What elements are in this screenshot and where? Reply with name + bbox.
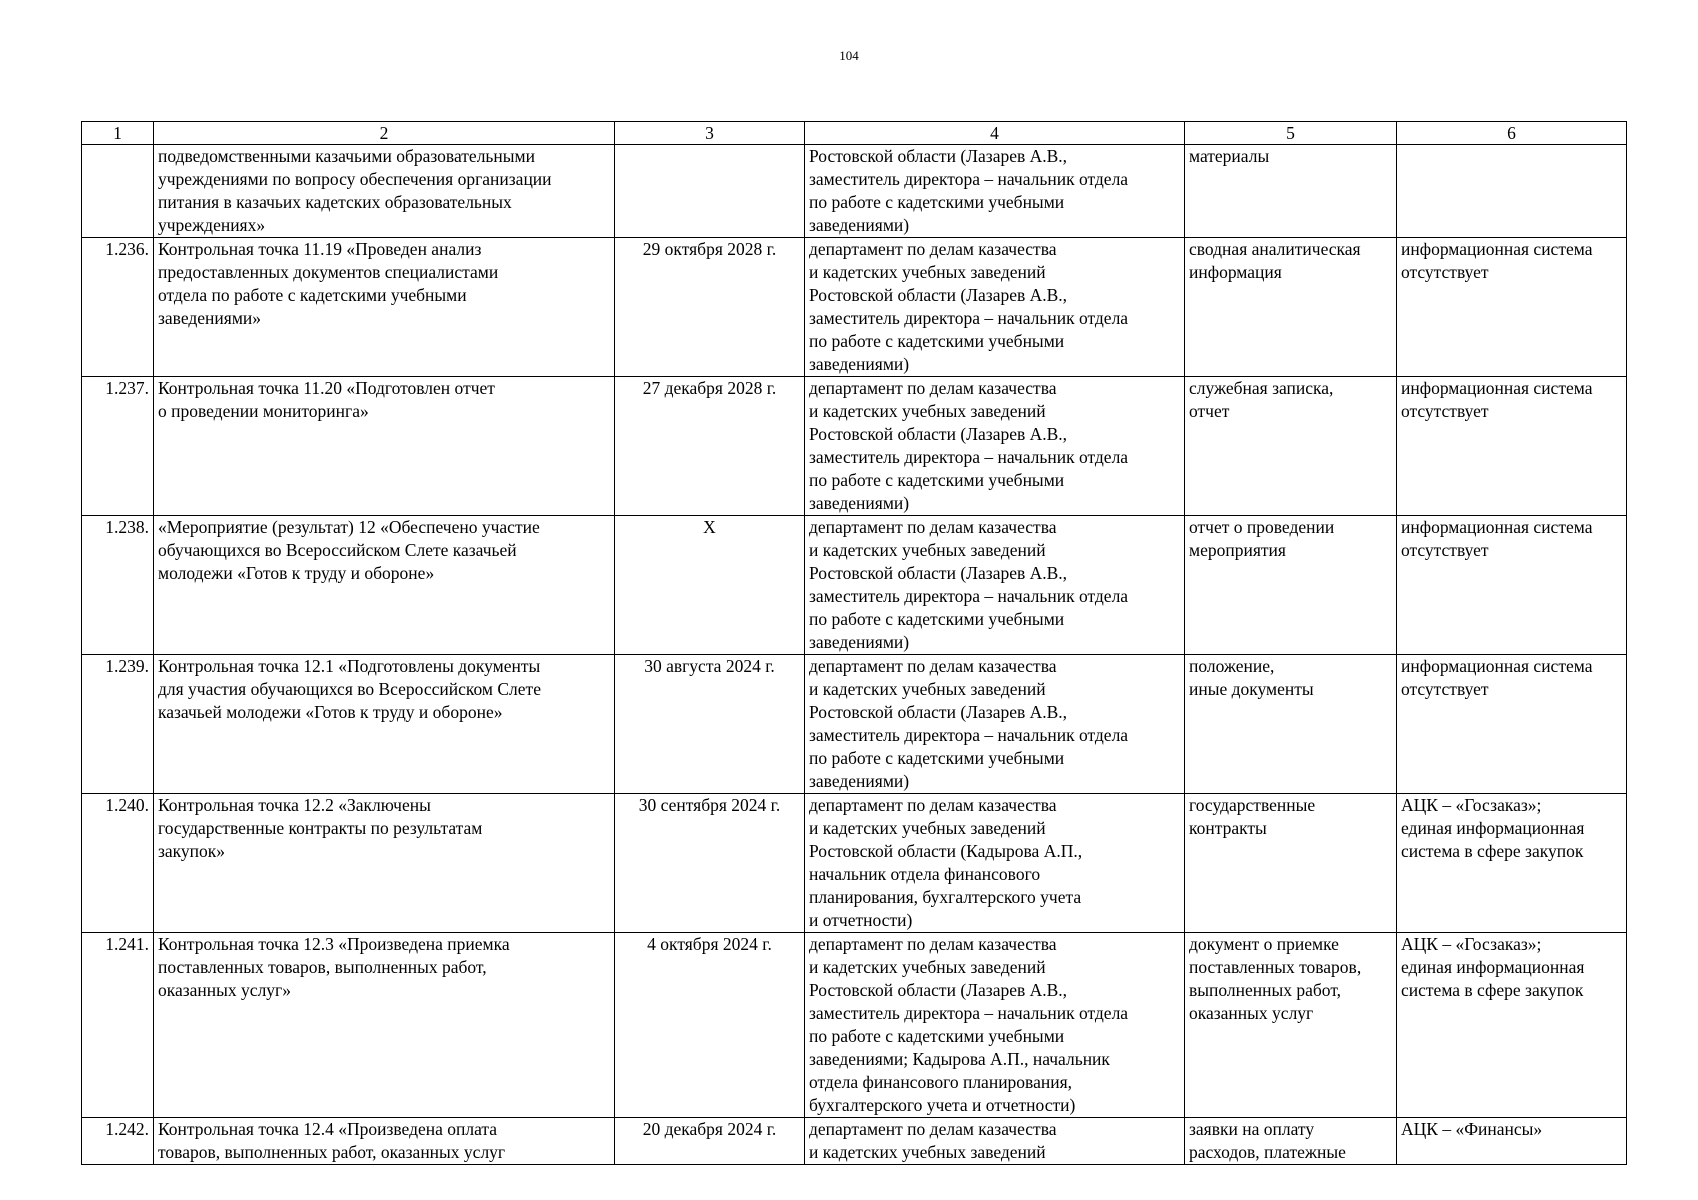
- table-row: [82, 655, 1627, 794]
- row-date: [615, 145, 805, 238]
- column-header-4: 4: [805, 122, 1185, 145]
- row-info-system: информационная система отсутствует: [1397, 655, 1627, 794]
- row-document: документ о приемке поставленных товаров, выполненных работ, оказанных услуг: [1185, 933, 1397, 1118]
- row-name: Контрольная точка 12.3 «Произведена приемка поставленных товаров, выполненных работ, оказанных услуг»: [154, 933, 615, 1118]
- row-info-system: АЦК – «Госзаказ»; единая информационная система в сфере закупок: [1397, 933, 1627, 1118]
- row-responsible: департамент по делам казачества и кадетских учебных заведений: [805, 1118, 1185, 1165]
- row-info-system: [1397, 145, 1627, 238]
- row-responsible: департамент по делам казачества и кадетских учебных заведений Ростовской области (Лазарев А.В., заместитель директора – начальник отдела по работе с кадетскими учебными заведениями): [805, 377, 1185, 516]
- table-row: [82, 933, 1627, 1118]
- table-row: [82, 516, 1627, 655]
- row-number: 1.236.: [82, 238, 154, 377]
- column-header-6: 6: [1397, 122, 1627, 145]
- row-date: 27 декабря 2028 г.: [615, 377, 805, 516]
- control-points-table: [81, 121, 1627, 1165]
- row-name: Контрольная точка 11.20 «Подготовлен отчет о проведении мониторинга»: [154, 377, 615, 516]
- row-document: сводная аналитическая информация: [1185, 238, 1397, 377]
- row-info-system: информационная система отсутствует: [1397, 377, 1627, 516]
- row-document: отчет о проведении мероприятия: [1185, 516, 1397, 655]
- row-date: Х: [615, 516, 805, 655]
- row-responsible: департамент по делам казачества и кадетских учебных заведений Ростовской области (Лазарев А.В., заместитель директора – начальник отдела по работе с кадетскими учебными заведениями): [805, 655, 1185, 794]
- column-header-5: 5: [1185, 122, 1397, 145]
- row-date: 30 августа 2024 г.: [615, 655, 805, 794]
- row-info-system: АЦК – «Финансы»: [1397, 1118, 1627, 1165]
- table-header-row: [82, 122, 1627, 145]
- row-info-system: АЦК – «Госзаказ»; единая информационная система в сфере закупок: [1397, 794, 1627, 933]
- row-date: 29 октября 2028 г.: [615, 238, 805, 377]
- row-responsible: департамент по делам казачества и кадетских учебных заведений Ростовской области (Лазарев А.В., заместитель директора – начальник отдела по работе с кадетскими учебными заведениями): [805, 516, 1185, 655]
- column-header-1: 1: [82, 122, 154, 145]
- page-number: 104: [839, 48, 859, 63]
- table-row: [82, 377, 1627, 516]
- column-header-3: 3: [615, 122, 805, 145]
- row-date: 30 сентября 2024 г.: [615, 794, 805, 933]
- table-row: [82, 145, 1627, 238]
- row-name: подведомственными казачьими образовательными учреждениями по вопросу обеспечения организации питания в казачьих кадетских образовательных учреждениях»: [154, 145, 615, 238]
- row-responsible: департамент по делам казачества и кадетских учебных заведений Ростовской области (Лазарев А.В., заместитель директора – начальник отдела по работе с кадетскими учебными заведениями): [805, 238, 1185, 377]
- row-document: государственные контракты: [1185, 794, 1397, 933]
- row-document: заявки на оплату расходов, платежные: [1185, 1118, 1397, 1165]
- row-responsible: департамент по делам казачества и кадетских учебных заведений Ростовской области (Кадырова А.П., начальник отдела финансового планирования, бухгалтерского учета и отчетности): [805, 794, 1185, 933]
- table-row: [82, 238, 1627, 377]
- row-name: Контрольная точка 12.2 «Заключены государственные контракты по результатам закупок»: [154, 794, 615, 933]
- table-row: [82, 1118, 1627, 1165]
- row-document: служебная записка, отчет: [1185, 377, 1397, 516]
- row-number: 1.239.: [82, 655, 154, 794]
- row-number: 1.238.: [82, 516, 154, 655]
- row-document: материалы: [1185, 145, 1397, 238]
- row-document: положение, иные документы: [1185, 655, 1397, 794]
- row-info-system: информационная система отсутствует: [1397, 516, 1627, 655]
- row-responsible: Ростовской области (Лазарев А.В., заместитель директора – начальник отдела по работе с кадетскими учебными заведениями): [805, 145, 1185, 238]
- row-number: 1.237.: [82, 377, 154, 516]
- row-number: 1.240.: [82, 794, 154, 933]
- row-info-system: информационная система отсутствует: [1397, 238, 1627, 377]
- row-name: «Мероприятие (результат) 12 «Обеспечено участие обучающихся во Всероссийском Слете казачьей молодежи «Готов к труду и обороне»: [154, 516, 615, 655]
- row-number: [82, 145, 154, 238]
- row-name: Контрольная точка 12.1 «Подготовлены документы для участия обучающихся во Всероссийском Слете казачьей молодежи «Готов к труду и обороне»: [154, 655, 615, 794]
- row-responsible: департамент по делам казачества и кадетских учебных заведений Ростовской области (Лазарев А.В., заместитель директора – начальник отдела по работе с кадетскими учебными заведениями; Кадырова А.П., начальник отдела финансового планирования, бухгалтерского учета и отчетности): [805, 933, 1185, 1118]
- row-number: 1.241.: [82, 933, 154, 1118]
- row-name: Контрольная точка 11.19 «Проведен анализ предоставленных документов специалистами отдела по работе с кадетскими учебными заведениями»: [154, 238, 615, 377]
- row-number: 1.242.: [82, 1118, 154, 1165]
- table-row: [82, 794, 1627, 933]
- column-header-2: 2: [154, 122, 615, 145]
- row-date: 4 октября 2024 г.: [615, 933, 805, 1118]
- row-name: Контрольная точка 12.4 «Произведена оплата товаров, выполненных работ, оказанных услуг: [154, 1118, 615, 1165]
- row-date: 20 декабря 2024 г.: [615, 1118, 805, 1165]
